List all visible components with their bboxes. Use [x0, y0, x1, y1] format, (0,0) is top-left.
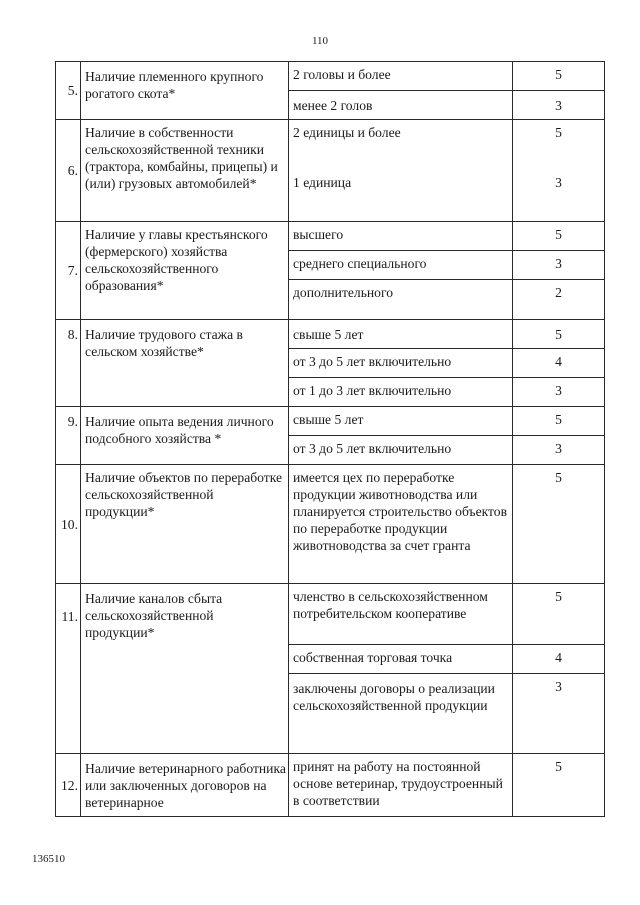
option-cell: менее 2 голов	[289, 91, 513, 120]
score-cell: 4	[513, 645, 605, 674]
criterion-cell: Наличие каналов сбыта сельскохозяйственной продукции*	[81, 584, 289, 754]
score-cell: 5	[513, 584, 605, 645]
option-cell: членство в сельскохозяйственном потребительском кооперативе	[289, 584, 513, 645]
option-cell: заключены договоры о реализации сельскохозяйственной продукции	[289, 674, 513, 754]
table-row	[56, 222, 605, 251]
option-cell: от 3 до 5 лет включительно	[289, 349, 513, 378]
row-number: 11.	[56, 584, 81, 754]
table-row	[56, 120, 605, 174]
option-cell: от 1 до 3 лет включительно	[289, 378, 513, 407]
criterion-cell: Наличие опыта ведения личного подсобного хозяйства *	[81, 407, 289, 465]
option-cell: принят на работу на постоянной основе ветеринар, трудоустроенный в соответствии	[289, 754, 513, 817]
criterion-cell: Наличие в собственности сельскохозяйственной техники (трактора, комбайны, прицепы) и (или) грузовых автомобилей*	[81, 120, 289, 222]
row-number: 9.	[56, 407, 81, 465]
row-number: 8.	[56, 320, 81, 407]
score-cell: 5	[513, 465, 605, 584]
score-cell: 5	[513, 222, 605, 251]
criterion-cell: Наличие племенного крупного рогатого скота*	[81, 62, 289, 120]
score-cell: 3	[513, 674, 605, 754]
score-cell: 5	[513, 754, 605, 817]
score-cell: 4	[513, 349, 605, 378]
option-cell: среднего специального	[289, 251, 513, 280]
option-cell: 2 головы и более	[289, 62, 513, 91]
row-number: 12.	[56, 754, 81, 817]
table-row	[56, 320, 605, 349]
row-number: 5.	[56, 62, 81, 120]
criteria-table	[55, 61, 605, 817]
score-cell: 5	[513, 120, 605, 174]
table-row	[56, 465, 605, 584]
score-cell: 3	[513, 378, 605, 407]
score-cell: 2	[513, 280, 605, 320]
option-cell: высшего	[289, 222, 513, 251]
score-cell: 3	[513, 91, 605, 120]
criterion-cell: Наличие у главы крестьянского (фермерского) хозяйства сельскохозяйственного образования*	[81, 222, 289, 320]
table-row	[56, 62, 605, 91]
option-cell: от 3 до 5 лет включительно	[289, 436, 513, 465]
option-cell: имеется цех по переработке продукции животноводства или планируется строительство объектов по переработке продукции животноводства за счет гранта	[289, 465, 513, 584]
option-cell: свыше 5 лет	[289, 407, 513, 436]
score-cell: 5	[513, 407, 605, 436]
option-cell: 2 единицы и более	[289, 120, 513, 174]
score-cell: 5	[513, 62, 605, 91]
criterion-cell: Наличие ветеринарного работника или заключенных договоров на ветеринарное	[81, 754, 289, 817]
score-cell: 3	[513, 251, 605, 280]
score-cell: 3	[513, 174, 605, 222]
option-cell: 1 единица	[289, 174, 513, 222]
page-number: 110	[311, 35, 329, 47]
option-cell: собственная торговая точка	[289, 645, 513, 674]
option-cell: свыше 5 лет	[289, 320, 513, 349]
criterion-cell: Наличие трудового стажа в сельском хозяйстве*	[81, 320, 289, 407]
score-cell: 5	[513, 320, 605, 349]
table-row	[56, 584, 605, 645]
table-row	[56, 407, 605, 436]
table-row	[56, 754, 605, 817]
document-code: 136510	[32, 853, 65, 865]
row-number: 7.	[56, 222, 81, 320]
row-number: 6.	[56, 120, 81, 222]
row-number: 10.	[56, 465, 81, 584]
score-cell: 3	[513, 436, 605, 465]
option-cell: дополнительного	[289, 280, 513, 320]
criterion-cell: Наличие объектов по переработке сельскохозяйственной продукции*	[81, 465, 289, 584]
